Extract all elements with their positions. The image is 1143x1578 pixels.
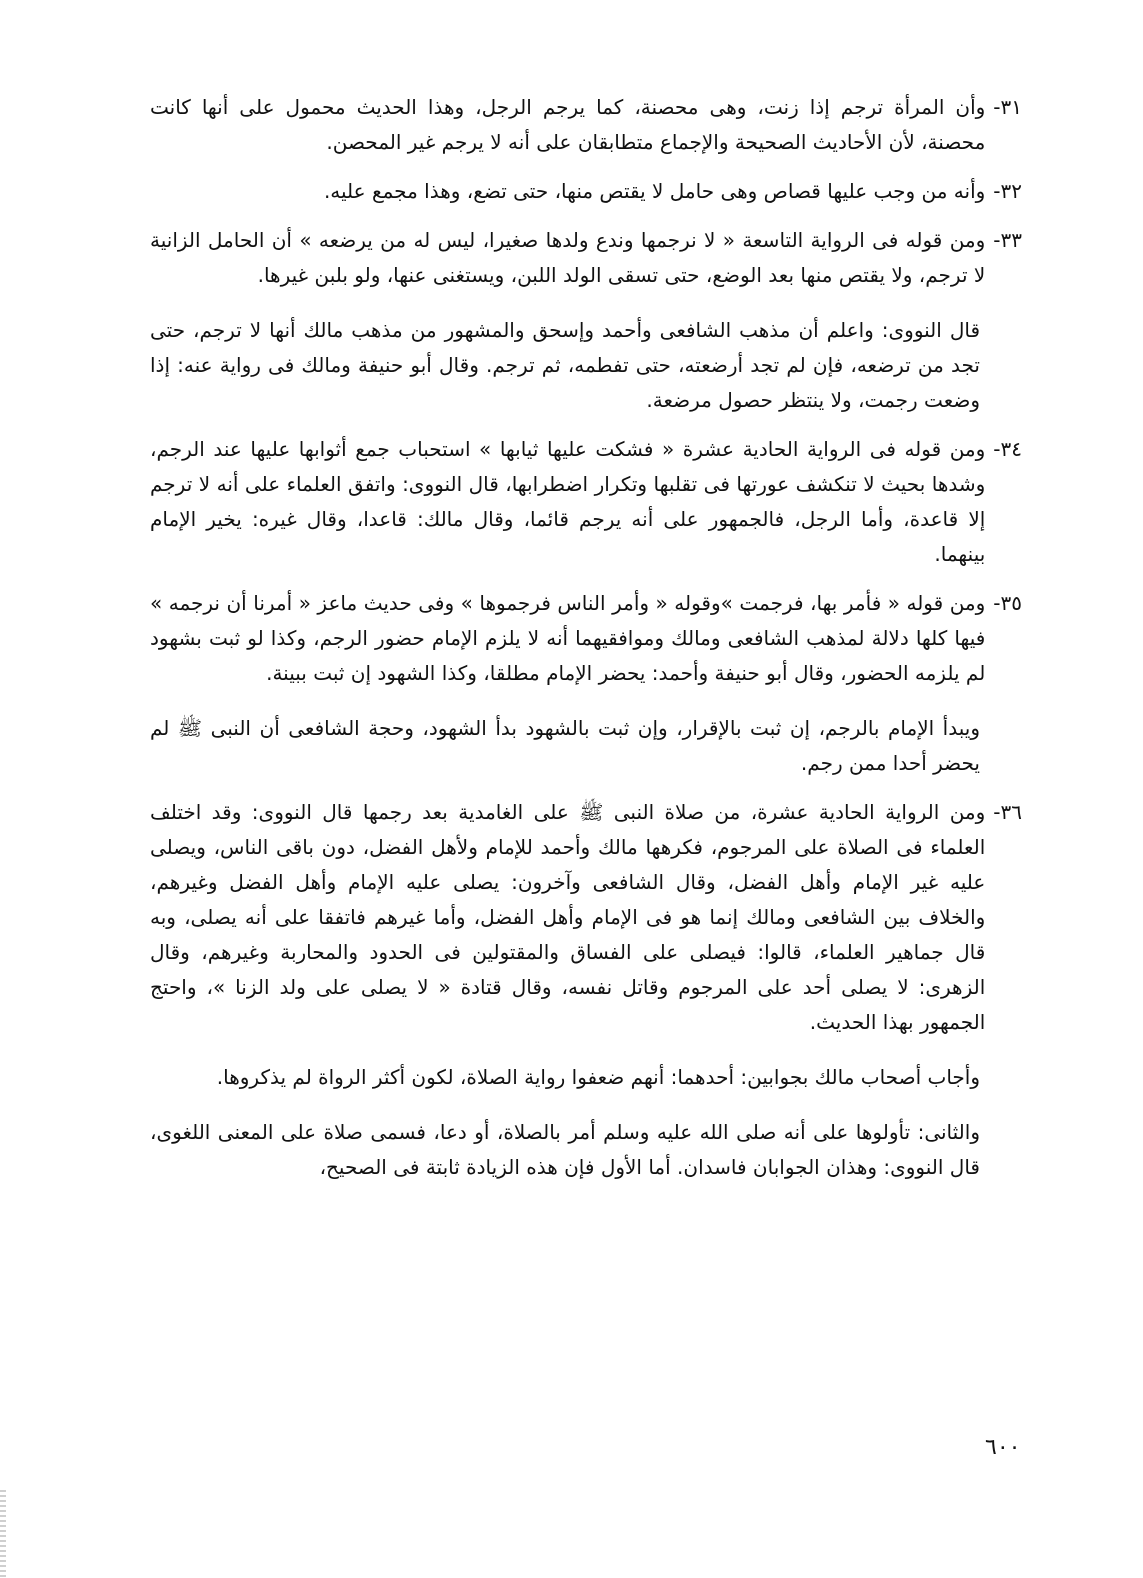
numbered-item-33 [150,223,1022,293]
paragraph-second-answer: والثانى: تأولوها على أنه صلى الله عليه وسلم أمر بالصلاة، أو دعا، فسمى صلاة على المعنى اللغوى، قال النووى: وهذان الجوابان فاسدان. أما الأول فإن هذه الزيادة ثابتة فى الصحيح، [150,1120,980,1179]
item-text: وأنه من وجب عليها قصاص وهى حامل لا يقتص منها، حتى تضع، وهذا مجمع عليه. [323,179,986,203]
numbered-item-36 [150,795,1022,1040]
item-number: ٣٣- [993,228,1022,252]
page-body [150,90,1022,1199]
numbered-item-31 [150,90,1022,160]
paragraph-nawawi-opinion: قال النووى: واعلم أن مذهب الشافعى وأحمد وإسحق والمشهور من مذهب مالك أنها لا ترجم، حتى تجد من ترضعه، فإن لم تجد أرضعته، حتى تفطمه، ثم ترجم. وقال أبو حنيفة ومالك فى رواية عنه: إذا وضعت رجمت، ولا ينتظر حصول مرضعة. [150,318,980,412]
item-text: وأن المرأة ترجم إذا زنت، وهى محصنة، كما يرجم الرجل، وهذا الحديث محمول على أنها كانت محصنة، لأن الأحاديث الصحيحة والإجماع متطابقان على أنه لا يرجم غير المحصن. [150,95,986,154]
paragraph-imam-begins: ويبدأ الإمام بالرجم، إن ثبت بالإقرار، وإن ثبت بالشهود بدأ الشهود، وحجة الشافعى أن النبى ﷺ لم يحضر أحدا ممن رجم. [150,716,980,775]
item-number: ٣٦- [993,800,1022,824]
item-number: ٣٤- [993,437,1022,461]
numbered-item-35 [150,586,1022,691]
item-number: ٣١- [993,95,1022,119]
numbered-item-34 [150,432,1022,572]
item-text: ومن الرواية الحادية عشرة، من صلاة النبى ﷺ على الغامدية بعد رجمها قال النووى: وقد اختلف العلماء فى الصلاة على المرجوم، فكرهها مالك وأحمد للإمام ولأهل الفضل، دون باقى الناس، ويصلى عليه غير الإمام وأهل الفضل، وقال الشافعى وآخرون: يصلى عليه الإمام وأهل الفضل وغيرهم، والخلاف بين الشافعى ومالك إنما هو فى الإمام وأهل الفضل، وأما غيرهم فاتفقا على أنه يصلى، وبه قال جماهير العلماء، قالوا: فيصلى على الفساق والمقتولين فى الحدود والمحاربة وغيرهم، وقال الزهرى: لا يصلى أحد على المرجوم وقاتل نفسه، وقال قتادة « لا يصلى على ولد الزنا »، واحتج الجمهور بهذا الحديث. [150,800,986,1034]
numbered-item-32 [150,174,1022,209]
item-text: ومن قوله فى الرواية الحادية عشرة « فشكت عليها ثيابها » استحباب جمع أثوابها عليها عند الرجم، وشدها بحيث لا تنكشف عورتها فى تقلبها وتكرار اضطرابها، قال النووى: واتفق العلماء على أنه لا ترجم إلا قاعدة، وأما الرجل، فالجمهور على أنه يرجم قائما، وقال مالك: قاعدا، وقال غيره: يخير الإمام بينهما. [150,437,986,566]
item-number: ٣٥- [993,591,1022,615]
item-text: ومن قوله فى الرواية التاسعة « لا نرجمها وندع ولدها صغيرا، ليس له من يرضعه » أن الحامل الزانية لا ترجم، ولا يقتص منها بعد الوضع، حتى تسقى الولد اللبن، ويستغنى عنها، ولو بلبن غيرها. [150,228,986,287]
item-text: ومن قوله « فأمر بها، فرجمت »وقوله « وأمر الناس فرجموها » وفى حديث ماعز « أمرنا أن نرجمه » فيها كلها دلالة لمذهب الشافعى ومالك وموافقيهما أنه لا يلزم الإمام حضور الرجم، وكذا لو ثبت بشهود لم يلزمه الحضور، وقال أبو حنيفة وأحمد: يحضر الإمام مطلقا، وكذا الشهود إن ثبت ببينة. [150,591,986,685]
scan-edge-mark [0,1490,6,1578]
paragraph-malik-answers: وأجاب أصحاب مالك بجوابين: أحدهما: أنهم ضعفوا رواية الصلاة، لكون أكثر الرواة لم يذكروها. [216,1065,980,1089]
item-number: ٣٢- [993,179,1022,203]
page-number: ٦٠٠ [985,1435,1021,1460]
